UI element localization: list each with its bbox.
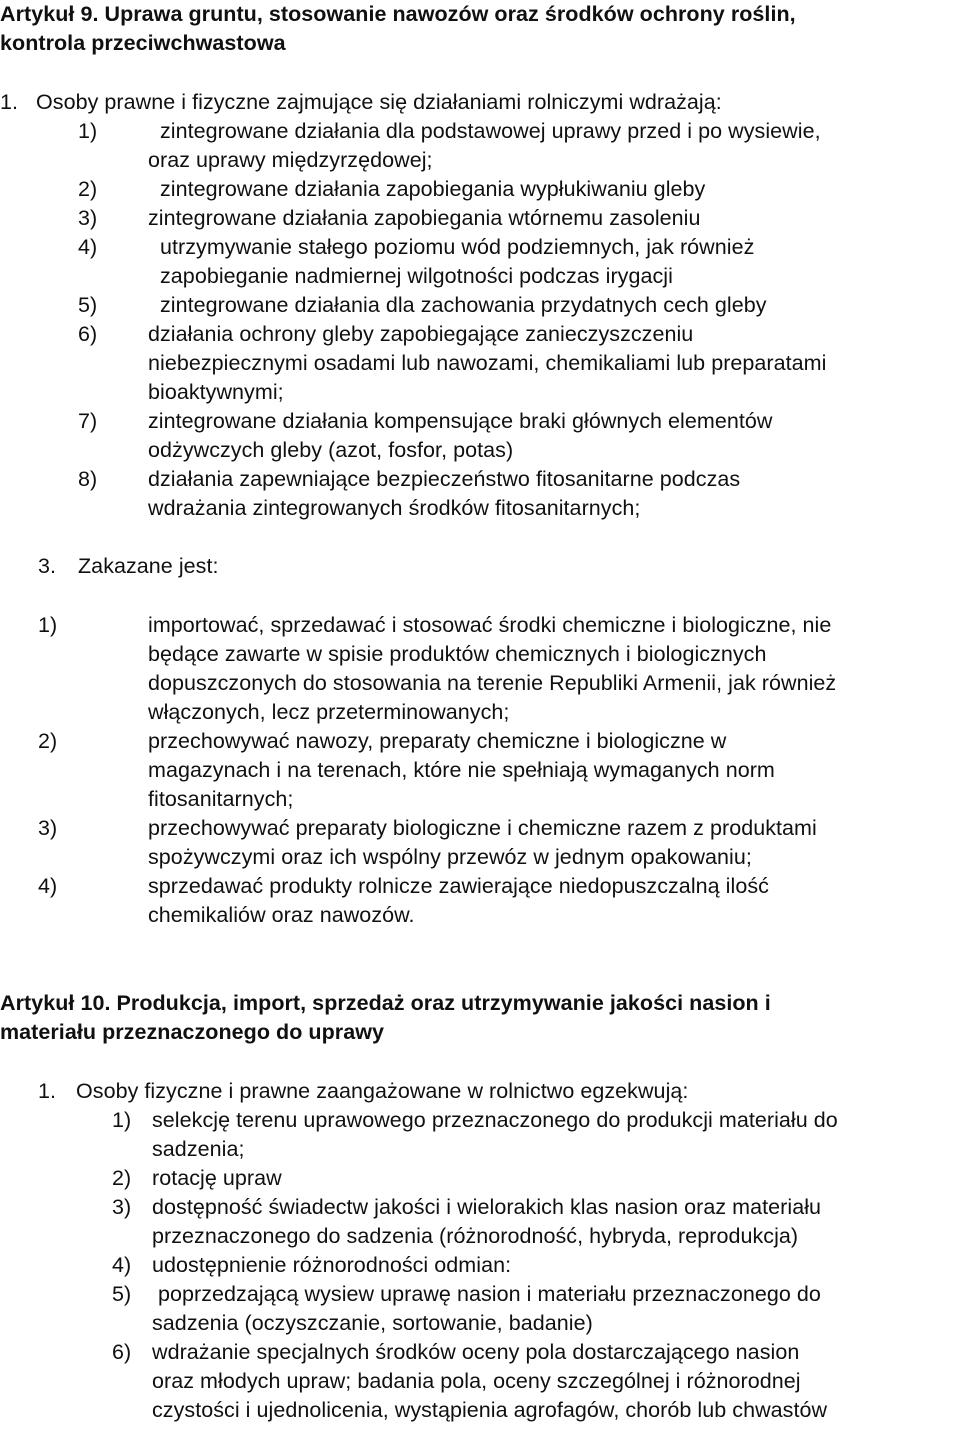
list-item-text: będące zawarte w spisie produktów chemicznych i biologicznych bbox=[148, 642, 767, 666]
article-9-title-line-2: kontrola przeciwchwastowa bbox=[0, 31, 286, 55]
list-item-text: zintegrowane działania kompensujące braki głównych elementów bbox=[148, 409, 773, 433]
article-9-title-line-1: Artykuł 9. Uprawa gruntu, stosowanie nawozów oraz środków ochrony roślin, bbox=[0, 2, 796, 26]
list-item-text: importować, sprzedawać i stosować środki chemiczne i biologiczne, nie bbox=[148, 613, 832, 637]
list-item-text: zintegrowane działania dla podstawowej uprawy przed i po wysiewie, bbox=[160, 119, 821, 143]
list-item-number: 2) bbox=[112, 1166, 132, 1190]
list-item-text: zintegrowane działania zapobiegania wypłukiwaniu gleby bbox=[160, 177, 706, 201]
list-item-text: przechowywać preparaty biologiczne i chemiczne razem z produktami bbox=[148, 816, 817, 840]
list-item-text: chemikaliów oraz nawozów. bbox=[148, 903, 415, 927]
list-item-number: 5) bbox=[112, 1282, 132, 1306]
list-item-text: zapobieganie nadmiernej wilgotności podczas irygacji bbox=[160, 264, 673, 288]
list-item-text: dostępność świadectw jakości i wielorakich klas nasion oraz materiału bbox=[152, 1195, 822, 1219]
list-item-text: spożywczymi oraz ich wspólny przewóz w jednym opakowaniu; bbox=[148, 845, 752, 869]
list-item-text: wdrażania zintegrowanych środków fitosanitarnych; bbox=[148, 496, 641, 520]
list-item-number: 5) bbox=[78, 293, 98, 317]
list-item-number: 4) bbox=[78, 235, 98, 259]
list-item-text: zintegrowane działania dla zachowania przydatnych cech gleby bbox=[160, 293, 767, 317]
list-item-text: magazynach i na terenach, które nie spełniają wymaganych norm bbox=[148, 758, 775, 782]
list-item-number: 2) bbox=[78, 177, 98, 201]
list-item-number: 1) bbox=[78, 119, 98, 143]
paragraph-number: 3. bbox=[38, 554, 57, 578]
list-item-text: poprzedzającą wysiew uprawę nasion i materiału przeznaczonego do bbox=[158, 1282, 821, 1306]
list-item-text: sadzenia (oczyszczanie, sortowanie, badanie) bbox=[152, 1311, 593, 1335]
list-item-number: 2) bbox=[38, 729, 58, 753]
list-item-text: selekcję terenu uprawowego przeznaczonego do produkcji materiału do bbox=[152, 1108, 838, 1132]
list-item-text: sadzenia; bbox=[152, 1137, 245, 1161]
list-item-text: działania ochrony gleby zapobiegające zanieczyszczeniu bbox=[148, 322, 694, 346]
list-item-text: dopuszczonych do stosowania na terenie Republiki Armenii, jak również bbox=[148, 671, 837, 695]
list-item-number: 8) bbox=[78, 467, 98, 491]
list-item-number: 3) bbox=[112, 1195, 132, 1219]
list-item-number: 1) bbox=[38, 613, 58, 637]
list-item-text: zintegrowane działania zapobiegania wtórnemu zasoleniu bbox=[148, 206, 701, 230]
list-item-text: rotację upraw bbox=[152, 1166, 282, 1190]
list-item-text: przechowywać nawozy, preparaty chemiczne i biologiczne w bbox=[148, 729, 727, 753]
list-item-text: wdrażanie specjalnych środków oceny pola dostarczającego nasion bbox=[152, 1340, 800, 1364]
list-item-text: włączonych, lecz przeterminowanych; bbox=[148, 700, 510, 724]
list-item-text: niebezpiecznymi osadami lub nawozami, chemikaliami lub preparatami bbox=[148, 351, 827, 375]
list-item-text: oraz młodych upraw; badania pola, oceny szczególnej i różnorodnej bbox=[152, 1369, 801, 1393]
list-item-text: utrzymywanie stałego poziomu wód podziemnych, jak również bbox=[160, 235, 755, 259]
list-item-number: 4) bbox=[38, 874, 58, 898]
paragraph-intro: Osoby fizyczne i prawne zaangażowane w rolnictwo egzekwują: bbox=[76, 1079, 689, 1103]
list-item-number: 4) bbox=[112, 1253, 132, 1277]
paragraph-number: 1. bbox=[38, 1079, 57, 1103]
list-item-text: czystości i ujednolicenia, wystąpienia agrofagów, chorób lub chwastów bbox=[152, 1398, 828, 1422]
list-item-text: fitosanitarnych; bbox=[148, 787, 294, 811]
list-item-text: oraz uprawy międzyrzędowej; bbox=[148, 148, 433, 172]
list-item-number: 1) bbox=[112, 1108, 132, 1132]
list-item-number: 3) bbox=[78, 206, 98, 230]
list-item-text: udostępnienie różnorodności odmian: bbox=[152, 1253, 512, 1277]
list-item-number: 7) bbox=[78, 409, 98, 433]
paragraph-intro: Zakazane jest: bbox=[78, 554, 219, 578]
list-item-number: 3) bbox=[38, 816, 58, 840]
article-10-title-line-1: Artykuł 10. Produkcja, import, sprzedaż oraz utrzymywanie jakości nasion i bbox=[0, 991, 771, 1015]
list-item-number: 6) bbox=[78, 322, 98, 346]
list-item-text: przeznaczonego do sadzenia (różnorodność, hybryda, reprodukcja) bbox=[152, 1224, 799, 1248]
paragraph-number: 1. bbox=[0, 90, 19, 114]
article-10-title-line-2: materiału przeznaczonego do uprawy bbox=[0, 1020, 384, 1044]
list-item-text: działania zapewniające bezpieczeństwo fitosanitarne podczas bbox=[148, 467, 741, 491]
list-item-text: bioaktywnymi; bbox=[148, 380, 284, 404]
list-item-number: 6) bbox=[112, 1340, 132, 1364]
list-item-text: odżywczych gleby (azot, fosfor, potas) bbox=[148, 438, 514, 462]
paragraph-intro: Osoby prawne i fizyczne zajmujące się działaniami rolniczymi wdrażają: bbox=[36, 90, 722, 114]
list-item-text: sprzedawać produkty rolnicze zawierające niedopuszczalną ilość bbox=[148, 874, 769, 898]
